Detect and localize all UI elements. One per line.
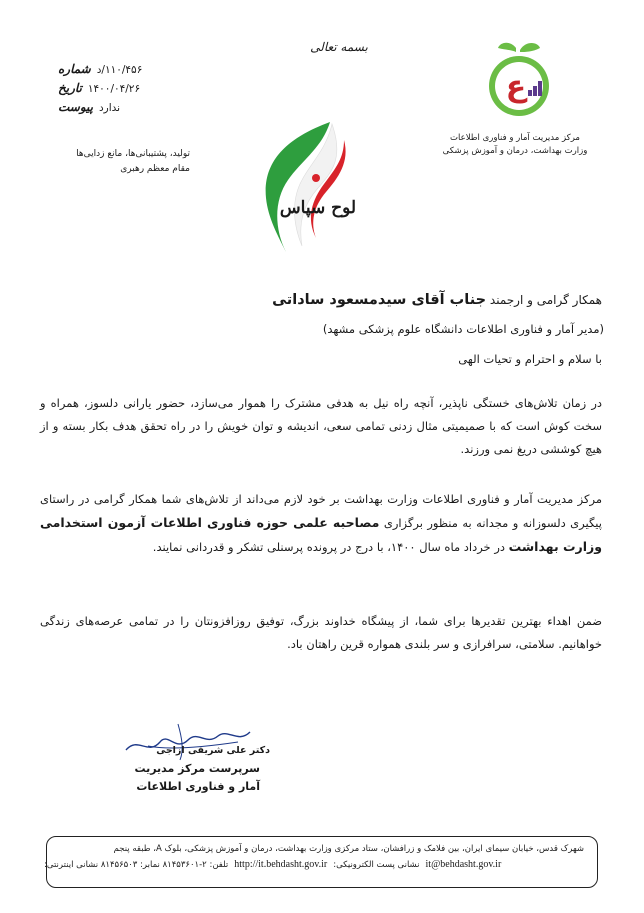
paragraph-2-start: مرکز مدیریت آمار و فناوری اطلاعات وزارت بهداشت بر خود لازم می‌داند از تلاش‌های شما همکار گرامی در راستای پیگیری دلسوزانه و مجدانه به منظور برگزاری bbox=[40, 492, 602, 530]
date-value: ۱۴۰۰/۰۴/۲۶ bbox=[87, 83, 141, 95]
org-name bbox=[440, 132, 590, 158]
signatory-title-line-1: سرپرست مرکز مدیریت bbox=[134, 762, 260, 775]
letter-meta bbox=[58, 60, 178, 117]
logo-bar-3 bbox=[538, 81, 542, 96]
flag-emblem bbox=[252, 118, 362, 258]
motto-line-2: مقام معظم رهبری bbox=[120, 164, 190, 174]
footer-address: شهرک قدس، خیابان سیمای ایران، بین فلامک و زرافشان، ستاد مرکزی وزارت بهداشت، درمان و آموزش پزشکی، بلوک A، طبقه پنجم bbox=[113, 844, 584, 854]
logo-bar-2 bbox=[533, 86, 537, 96]
org-line-1: مرکز مدیریت آمار و فناوری اطلاعات bbox=[450, 133, 580, 143]
signature-image bbox=[118, 716, 268, 766]
attachment-value: ندارد bbox=[99, 102, 121, 114]
signatory-title-line-2: آمار و فناوری اطلاعات bbox=[136, 780, 260, 793]
certificate-title: لوح سپاس bbox=[279, 198, 357, 218]
footer-phone: تلفن: ۲-۸۱۴۵۳۶۰۱ نمابر: ۸۱۴۵۶۵۰۳ نشانی اینترنتی: bbox=[44, 860, 229, 870]
greeting-line bbox=[42, 292, 602, 308]
logo-leaf-right bbox=[520, 43, 540, 52]
date-row bbox=[58, 79, 178, 98]
logo-letter: ع bbox=[505, 69, 527, 104]
footer-contact bbox=[44, 858, 584, 872]
number-row bbox=[58, 60, 178, 79]
org-line-2: وزارت بهداشت، درمان و آموزش پزشکی bbox=[442, 146, 588, 156]
logo-bar-1 bbox=[528, 90, 532, 96]
paragraph-2-end: در خرداد ماه سال ۱۴۰۰، با درج در پرونده پرسنلی تشکر و قدردانی نمایند. bbox=[152, 540, 505, 554]
footer-website[interactable]: http://it.behdasht.gov.ir bbox=[234, 859, 328, 870]
basmala: بسمه تعالی bbox=[310, 40, 368, 54]
paragraph-3: ضمن اهداء بهترین تقدیرها برای شما، از پیشگاه خداوند بزرگ، توفیق روزافزونتان را در تمامی عرصه‌های زندگی خواهانیم. سلامتی، سرافرازی و سر بلندی همواره قرین راهتان باد. bbox=[40, 614, 602, 651]
salutation: با سلام و احترام و تحیات الهی bbox=[458, 352, 602, 366]
paragraph-2 bbox=[40, 488, 602, 559]
ministry-logo-icon bbox=[486, 38, 554, 128]
footer-email-label: نشانی پست الکترونیکی: bbox=[333, 860, 420, 870]
flag-swoosh-icon bbox=[252, 118, 362, 258]
paragraph-1: در زمان تلاش‌های خستگی ناپذیر، آنچه راه نیل به هدفی مشترک را هموار می‌سازد، حضور یارانی دلسوز، همراه و سخت کوش است که با صمیمیتی مثال زدنی تمامی سعی، اندیشه و توان خویش را در راه تحقق هدف بکار بسته و از هیچ کوششی دریغ نمی ورزند. bbox=[40, 396, 602, 456]
recipient-name: جناب آقای سیدمسعود ساداتی bbox=[272, 292, 487, 308]
signatory-name: دکتر علی شریفی ازاجی bbox=[156, 745, 270, 756]
motto-line-1: تولید، پشتیبانی‌ها، مانع زدایی‌ها bbox=[76, 149, 190, 159]
flag-emblem-mark bbox=[312, 174, 320, 182]
number-label: شماره bbox=[58, 62, 91, 76]
logo-leaf-left bbox=[498, 43, 516, 52]
date-label: تاریخ bbox=[58, 81, 82, 95]
handwritten-signature bbox=[118, 716, 268, 766]
number-value: ۱۱۰/۴۵۶/د bbox=[96, 64, 143, 76]
footer-email[interactable]: it@behdasht.gov.ir bbox=[425, 859, 502, 870]
paragraph-2-highlight: مصاحبه علمی حوزه فناوری اطلاعات آزمون استخدامی وزارت بهداشت bbox=[40, 515, 602, 554]
recipient-position: (مدیر آمار و فناوری اطلاعات دانشگاه علوم پزشکی مشهد) bbox=[322, 322, 604, 336]
greeting-prefix: همکار گرامی و ارجمند bbox=[489, 293, 602, 307]
attachment-row bbox=[58, 98, 178, 117]
ministry-logo bbox=[486, 38, 554, 128]
leader-motto bbox=[40, 147, 190, 177]
attachment-label: پیوست bbox=[58, 100, 93, 114]
signatory-title bbox=[130, 760, 260, 796]
